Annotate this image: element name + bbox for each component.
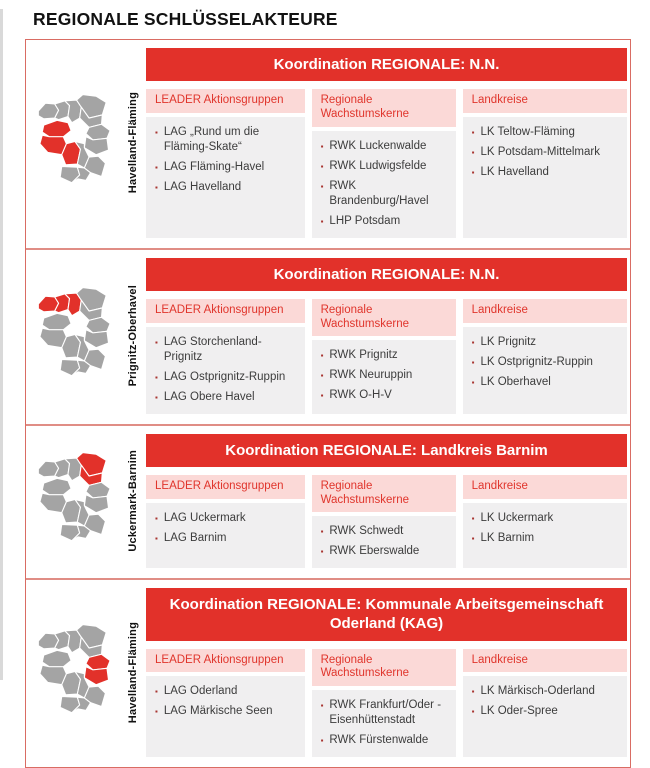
actor-list-item [155, 160, 297, 175]
region-label-column [120, 434, 146, 569]
square-bullet-icon: ▪ [320, 391, 324, 401]
actor-name: LK Teltow-Fläming [480, 125, 575, 138]
region-section [26, 250, 630, 424]
actor-column-header: Regionale Wachstumskerne [312, 475, 456, 513]
page-title: REGIONALE SCHLÜSSELAKTEURE [33, 9, 338, 29]
region-label: Havelland-Fläming [127, 622, 139, 724]
actor-list-item [321, 733, 448, 748]
square-bullet-icon: ▪ [155, 533, 158, 543]
actor-list-item [472, 165, 619, 180]
region-label: Havelland-Fläming [127, 92, 139, 194]
square-bullet-icon: ▪ [320, 351, 324, 361]
actor-column [463, 649, 627, 757]
section-content [146, 588, 627, 757]
square-bullet-icon: ▪ [320, 371, 324, 381]
actor-list-item [472, 684, 619, 699]
brandenburg-map-icon [36, 92, 114, 194]
actor-name: LAG Obere Havel [163, 390, 255, 403]
actor-list-item [321, 698, 448, 728]
actor-name: LAG Oderland [163, 685, 238, 698]
actor-list-item [472, 531, 619, 546]
square-bullet-icon: ▪ [471, 147, 475, 157]
square-bullet-icon: ▪ [155, 162, 158, 172]
actor-name: LAG Märkische Seen [163, 705, 273, 718]
actor-list [472, 335, 619, 390]
square-bullet-icon: ▪ [320, 547, 324, 557]
actor-column [463, 89, 627, 237]
actor-list-item [155, 511, 297, 526]
actor-columns [146, 299, 627, 414]
actor-list [155, 511, 297, 546]
actor-list [155, 684, 297, 719]
region-section [26, 426, 630, 579]
actor-list-item [472, 375, 619, 390]
brandenburg-map-icon [36, 450, 114, 552]
actor-list [321, 348, 448, 403]
square-bullet-icon: ▪ [471, 377, 475, 387]
region-label: Uckermark-Barnim [127, 450, 139, 552]
actor-column-header: Regionale Wachstumskerne [312, 89, 456, 127]
actor-list-item [472, 335, 619, 350]
actor-list [472, 684, 619, 719]
actor-column-body [146, 117, 305, 238]
actor-name: LK Uckermark [480, 511, 554, 524]
actor-columns [146, 475, 627, 569]
actor-column-header: Landkreise [463, 299, 627, 323]
map-district [42, 650, 71, 666]
actor-name: RWK Fürstenwalde [329, 734, 429, 747]
square-bullet-icon: ▪ [471, 707, 475, 717]
actor-column-header: Landkreise [463, 89, 627, 113]
actor-column-header: Landkreise [463, 649, 627, 673]
actor-name: RWK Ludwigsfelde [329, 159, 427, 172]
actor-column-header: LEADER Aktionsgruppen [146, 475, 305, 499]
square-bullet-icon: ▪ [155, 687, 158, 697]
square-bullet-icon: ▪ [155, 127, 158, 137]
actor-column-header: LEADER Aktionsgruppen [146, 89, 305, 113]
actor-column [312, 649, 456, 757]
actor-column-header: Regionale Wachstumskerne [312, 299, 456, 337]
section-content [146, 258, 627, 414]
actor-name: LAG Barnim [163, 531, 227, 544]
actor-list [321, 139, 448, 229]
square-bullet-icon: ▪ [320, 701, 324, 711]
square-bullet-icon: ▪ [471, 687, 475, 697]
square-bullet-icon: ▪ [320, 736, 324, 746]
map-district-highlighted [42, 120, 71, 136]
actor-column-body [146, 327, 305, 414]
actor-list-item [472, 704, 619, 719]
map-district [42, 313, 71, 329]
actor-column [146, 475, 305, 569]
actor-list [472, 125, 619, 180]
map-district [84, 137, 108, 155]
actor-column-body [146, 503, 305, 569]
section-content [146, 48, 627, 238]
actor-column [312, 475, 456, 569]
map-district [84, 495, 108, 513]
square-bullet-icon: ▪ [320, 527, 324, 537]
actor-name: RWK Frankfurt/Oder - Eisenhüttenstadt [329, 699, 442, 727]
actor-column-body [463, 503, 627, 569]
actor-column [312, 89, 456, 237]
map-district-highlighted [84, 666, 108, 684]
square-bullet-icon: ▪ [155, 513, 158, 523]
square-bullet-icon: ▪ [155, 182, 158, 192]
actor-name: RWK Neuruppin [329, 369, 413, 382]
actor-name: LHP Potsdam [329, 214, 401, 227]
actor-list [321, 524, 448, 559]
actor-list-item [155, 335, 297, 365]
actor-columns [146, 649, 627, 757]
square-bullet-icon: ▪ [320, 141, 324, 151]
actor-column [146, 89, 305, 237]
actor-column-header: Regionale Wachstumskerne [312, 649, 456, 687]
actor-column-body [463, 676, 627, 757]
map-district [84, 329, 108, 347]
actor-name: LAG Uckermark [163, 511, 246, 524]
actor-name: LAG Havelland [163, 180, 242, 193]
square-bullet-icon: ▪ [155, 707, 158, 717]
actor-name: RWK Prignitz [329, 349, 398, 362]
square-bullet-icon: ▪ [155, 392, 158, 402]
actor-column-body [312, 340, 456, 413]
coordination-header: Koordination REGIONALE: Landkreis Barnim [146, 434, 627, 467]
actor-column-body [312, 516, 456, 568]
section-content [146, 434, 627, 569]
actor-name: LAG Ostprignitz-Ruppin [163, 370, 286, 383]
square-bullet-icon: ▪ [155, 337, 158, 347]
actor-name: RWK Schwedt [329, 525, 404, 538]
actor-name: LAG Storchenland-Prignitz [163, 335, 262, 363]
region-label: Prignitz-Oberhavel [127, 284, 139, 387]
actor-column [463, 475, 627, 569]
square-bullet-icon: ▪ [471, 357, 475, 367]
actor-name: LK Havelland [480, 165, 549, 178]
region-section [26, 580, 630, 767]
actor-name: LK Potsdam-Mittelmark [480, 145, 600, 158]
actor-column-body [463, 327, 627, 414]
actor-list-item [472, 511, 619, 526]
actor-name: RWK Luckenwalde [329, 139, 427, 152]
actor-list-item [155, 370, 297, 385]
regional-actors-box [25, 39, 631, 768]
region-map-column [26, 434, 120, 569]
square-bullet-icon: ▪ [471, 533, 475, 543]
actor-list [155, 335, 297, 405]
square-bullet-icon: ▪ [471, 337, 475, 347]
actor-list-item [321, 368, 448, 383]
region-label-column [120, 258, 146, 414]
square-bullet-icon: ▪ [320, 161, 324, 171]
actor-list-item [472, 145, 619, 160]
actor-list-item [321, 179, 448, 209]
actor-name: LAG Fläming-Havel [163, 160, 265, 173]
actor-list-item [321, 348, 448, 363]
region-label-column [120, 48, 146, 238]
actor-list-item [472, 355, 619, 370]
actor-list-item [155, 390, 297, 405]
actor-list-item [321, 214, 448, 229]
actor-column [463, 299, 627, 414]
square-bullet-icon: ▪ [471, 127, 475, 137]
region-map-column [26, 588, 120, 757]
actor-list-item [155, 684, 297, 699]
region-section [26, 40, 630, 248]
actor-name: LK Oder-Spree [480, 705, 558, 718]
actor-column-header: LEADER Aktionsgruppen [146, 299, 305, 323]
square-bullet-icon: ▪ [471, 167, 475, 177]
actor-list-item [155, 125, 297, 155]
region-map-column [26, 48, 120, 238]
actor-list-item [321, 524, 448, 539]
actor-name: LAG „Rund um die Fläming-Skate“ [163, 125, 260, 153]
actor-column [312, 299, 456, 414]
actor-name: LK Märkisch-Oderland [480, 685, 595, 698]
coordination-header: Koordination REGIONALE: N.N. [146, 258, 627, 291]
actor-column-header: Landkreise [463, 475, 627, 499]
coordination-header: Koordination REGIONALE: Kommunale Arbeitsgemeinschaft Oderland (KAG) [146, 588, 627, 640]
actor-columns [146, 89, 627, 237]
square-bullet-icon: ▪ [320, 216, 324, 226]
actor-list-item [155, 704, 297, 719]
actor-list [321, 698, 448, 748]
actor-name: RWK Eberswalde [329, 545, 420, 558]
region-map-column [26, 258, 120, 414]
actor-list [155, 125, 297, 195]
actor-name: LK Ostprignitz-Ruppin [480, 355, 593, 368]
actor-list [472, 511, 619, 546]
actor-list-item [321, 388, 448, 403]
actor-column-header: LEADER Aktionsgruppen [146, 649, 305, 673]
actor-column-body [463, 117, 627, 238]
actor-name: LK Barnim [480, 531, 535, 544]
actor-name: RWK Brandenburg/Havel [329, 179, 429, 207]
brandenburg-map-icon [36, 285, 114, 387]
actor-name: LK Oberhavel [480, 375, 551, 388]
actor-list-item [472, 125, 619, 140]
square-bullet-icon: ▪ [155, 372, 158, 382]
actor-list-item [321, 544, 448, 559]
actor-name: RWK O-H-V [329, 389, 392, 402]
region-label-column [120, 588, 146, 757]
actor-column-body [312, 690, 456, 757]
actor-list-item [321, 139, 448, 154]
actor-list-item [155, 531, 297, 546]
brandenburg-map-icon [36, 622, 114, 724]
actor-column [146, 299, 305, 414]
coordination-header: Koordination REGIONALE: N.N. [146, 48, 627, 81]
actor-column-body [312, 131, 456, 238]
map-district [42, 478, 71, 494]
actor-column-body [146, 676, 305, 757]
actor-column [146, 649, 305, 757]
square-bullet-icon: ▪ [320, 181, 324, 191]
actor-name: LK Prignitz [480, 335, 537, 348]
square-bullet-icon: ▪ [471, 513, 475, 523]
actor-list-item [155, 180, 297, 195]
actor-list-item [321, 159, 448, 174]
